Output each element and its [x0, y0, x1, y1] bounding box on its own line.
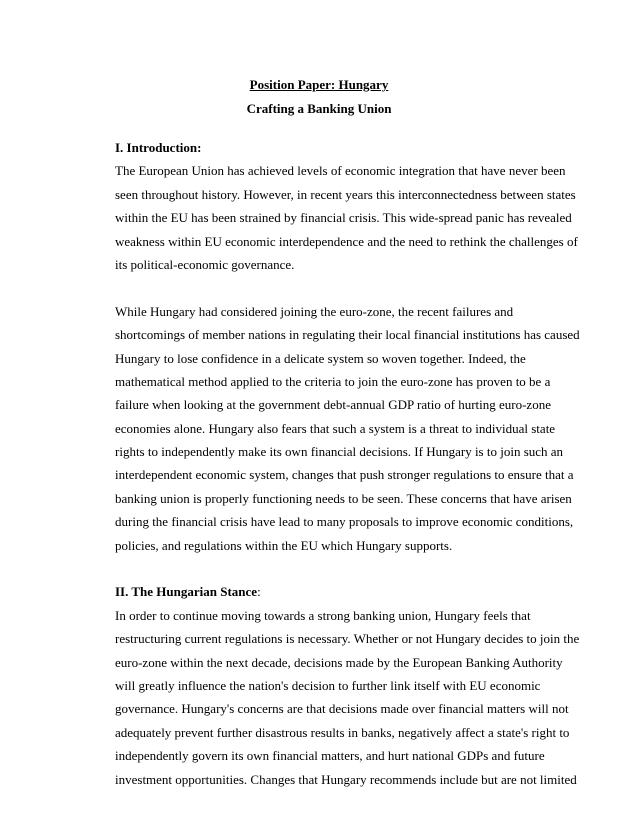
paragraph-introduction-1: [115, 159, 578, 276]
paragraph-introduction-2: [115, 300, 580, 557]
paragraph-line: Hungary to lose confidence in a delicate system so woven together. Indeed, the: [115, 350, 526, 366]
paragraph-line: governance. Hungary's concerns are that decisions made over financial matters will not: [115, 701, 569, 717]
paragraph-line: rights to independently make its own financial decisions. If Hungary is to join such an: [115, 444, 564, 460]
section-heading-stance: II. The Hungarian Stance: [115, 584, 258, 600]
paragraph-line: In order to continue moving towards a strong banking union, Hungary feels that: [115, 607, 531, 623]
paragraph-line: its political-economic governance.: [115, 256, 295, 272]
paragraph-line: during the financial crisis have lead to many proposals to improve economic conditions,: [115, 514, 574, 530]
paragraph-line: investment opportunities. Changes that Hungary recommends include but are not limited: [115, 771, 577, 787]
paragraph-line: banking union is properly functioning needs to be seen. These concerns that have arisen: [115, 490, 572, 506]
section-heading-introduction: I. Introduction:: [115, 140, 202, 155]
paragraph-stance-1: [115, 604, 580, 791]
section-heading-colon: :: [257, 584, 261, 600]
paragraph-line: independently govern its own financial matters, and hurt national GDPs and future: [115, 748, 545, 764]
paragraph-line: euro-zone within the next decade, decisions made by the European Banking Authority: [115, 654, 563, 670]
paragraph-line: While Hungary had considered joining the euro-zone, the recent failures and: [115, 303, 514, 319]
paragraph-line: restructuring current regulations is necessary. Whether or not Hungary decides to join the: [115, 631, 580, 647]
section-heading-stance-row: [115, 580, 535, 603]
paragraph-line: economies alone. Hungary also fears that such a system is a threat to individual state: [115, 420, 556, 436]
paragraph-line: will greatly influence the nation's decision to further link itself with EU economic: [115, 677, 541, 693]
title-block: [0, 73, 638, 121]
paragraph-line: within the EU has been strained by financial crisis. This wide-spread panic has revealed: [115, 210, 572, 226]
paragraph-line: weakness within EU economic interdependence and the need to rethink the challenges of: [115, 233, 578, 249]
paragraph-line: shortcomings of member nations in regulating their local financial institutions has caused: [115, 327, 580, 343]
paragraph-gap: [115, 557, 535, 580]
paragraph-line: The European Union has achieved levels of economic integration that have never been: [115, 163, 566, 179]
paragraph-line: mathematical method applied to the criteria to join the euro-zone has proven to be a: [115, 373, 551, 389]
paragraph-gap: [115, 276, 535, 299]
document-title: Position Paper: Hungary: [249, 77, 389, 92]
paragraph-line: adequately prevent further disastrous results in banks, negatively affect a state's right to: [115, 724, 570, 740]
paragraph-line: interdependent economic system, changes that push stronger regulations to ensure that a: [115, 467, 574, 483]
document-subtitle: Crafting a Banking Union: [246, 101, 392, 116]
paragraph-line: seen throughout history. However, in recent years this interconnectedness between states: [115, 186, 576, 202]
paragraph-line: policies, and regulations within the EU which Hungary supports.: [115, 537, 453, 553]
paragraph-line: failure when looking at the government debt-annual GDP ratio of hurting euro-zone: [115, 397, 551, 413]
document-body: [115, 136, 580, 791]
